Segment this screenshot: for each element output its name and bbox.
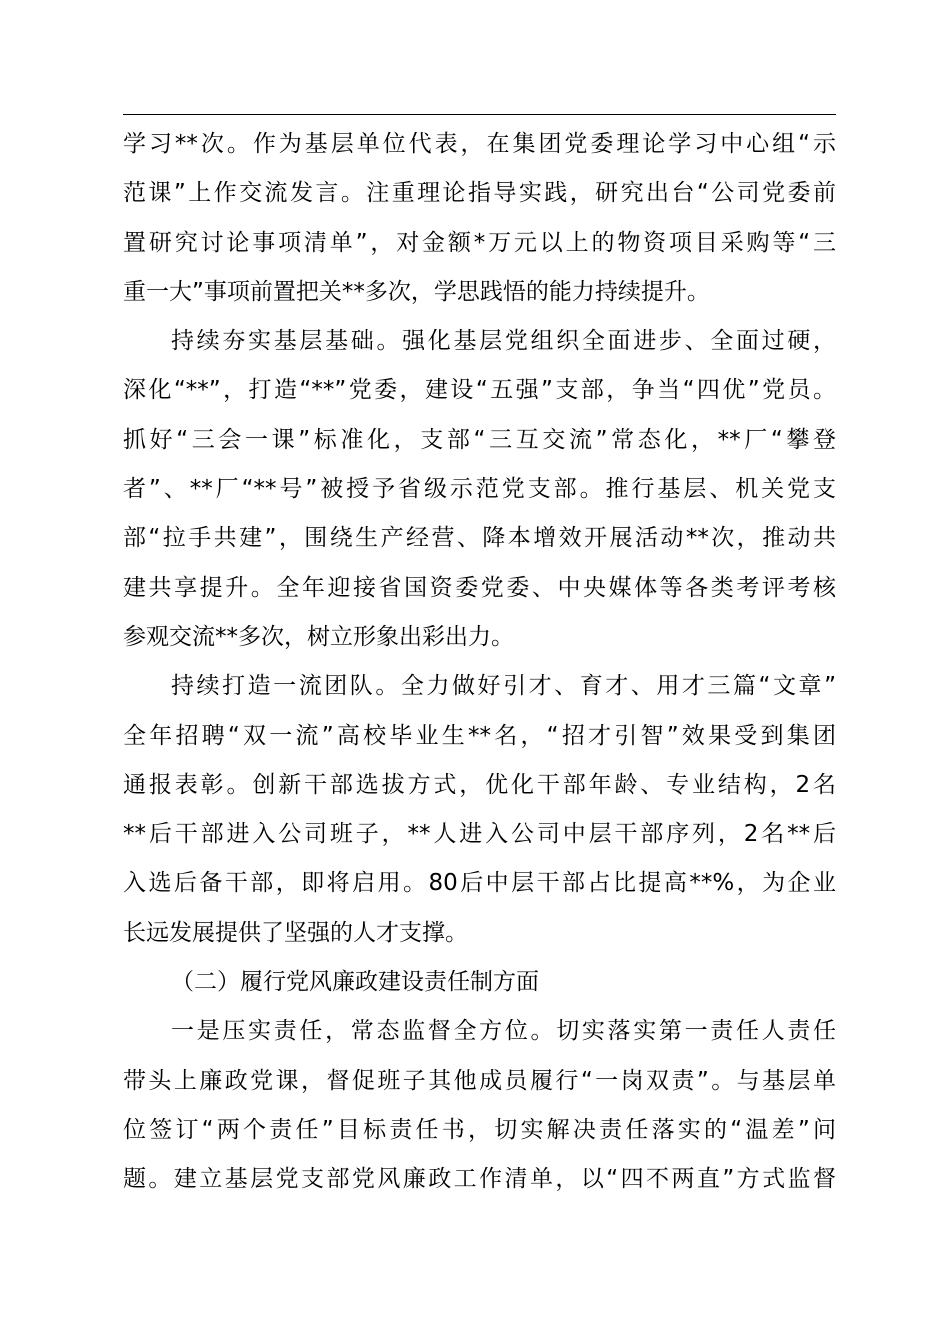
paragraph-line: 深化“**”，打造“**”党委，建设“五强”支部，争当“四优”党员。 (123, 377, 836, 404)
paragraph-line: 持续夯实基层基础。强化基层党组织全面进步、全面过硬， (171, 328, 836, 355)
paragraph-line: 通报表彰。创新干部选拔方式，优化干部年龄、专业结构，2名 (123, 771, 836, 798)
paragraph-line: 置研究讨论事项清单”，对金额*万元以上的物资项目采购等“三 (123, 229, 836, 256)
paragraph-line: **后干部进入公司班子，**人进入公司中层干部序列，2名**后 (123, 821, 836, 848)
paragraph-line: 建共享提升。全年迎接省国资委党委、中央媒体等各类考评考核 (123, 574, 836, 601)
paragraph-line: 一是压实责任，常态监督全方位。切实落实第一责任人责任 (171, 1018, 836, 1045)
paragraph-line: 范课”上作交流发言。注重理论指导实践，研究出台“公司党委前 (123, 180, 836, 207)
paragraph-line: 全年招聘“双一流”高校毕业生**名，“招才引智”效果受到集团 (123, 722, 836, 749)
paragraph-line: 参观交流**多次，树立形象出彩出力。 (123, 623, 514, 650)
paragraph-line: 部“拉手共建”，围绕生产经营、降本增效开展活动**次，推动共 (123, 525, 836, 552)
body-text (123, 120, 836, 1205)
paragraph-line: 持续打造一流团队。全力做好引才、育才、用才三篇“文章” (171, 673, 836, 700)
paragraph-line: 入选后备干部，即将启用。80后中层干部占比提高**%，为企业 (123, 870, 836, 897)
paragraph-line: 题。建立基层党支部党风廉政工作清单，以“四不两直”方式监督 (123, 1166, 836, 1193)
paragraph-line: 长远发展提供了坚强的人才支撑。 (123, 919, 468, 946)
section-heading: （二）履行党风廉政建设责任制方面 (171, 969, 539, 996)
header-rule (123, 114, 836, 115)
paragraph-line: 学习**次。作为基层单位代表，在集团党委理论学习中心组“示 (123, 131, 836, 157)
paragraph-line: 位签订“两个责任”目标责任书，切实解决责任落实的“温差”问 (123, 1116, 836, 1143)
paragraph-line: 者”、**厂“**号”被授予省级示范党支部。推行基层、机关党支 (123, 476, 836, 503)
paragraph-line: 抓好“三会一课”标准化，支部“三互交流”常态化，**厂“攀登 (123, 426, 836, 453)
paragraph-line: 带头上廉政党课，督促班子其他成员履行“一岗双责”。与基层单 (123, 1067, 836, 1094)
paragraph-line: 重一大”事项前置把关**多次，学思践悟的能力持续提升。 (123, 278, 710, 305)
